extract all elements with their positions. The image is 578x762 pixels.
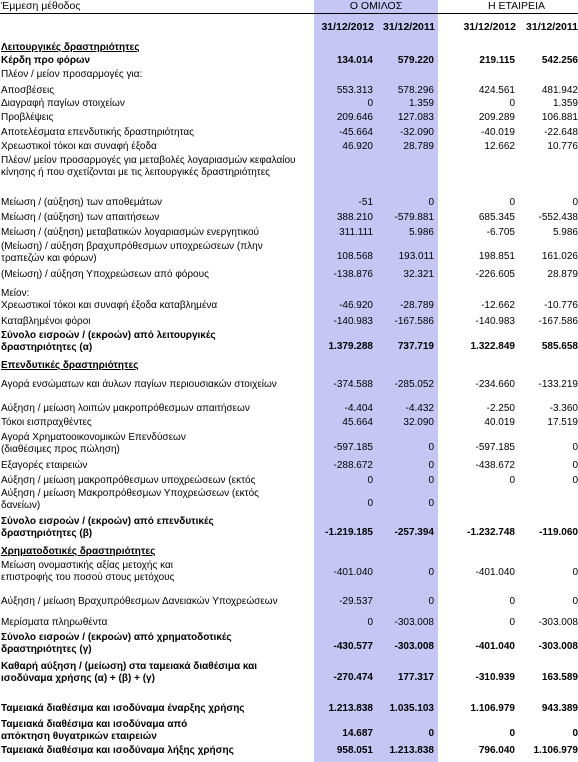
date-header-company-2012: 31/12/2012: [463, 21, 516, 33]
company-2012-value: 0: [509, 475, 515, 486]
group-2012-value: 1.213.838: [328, 703, 373, 714]
group-2011-value: 0: [428, 442, 434, 453]
row-label-text: Ταμειακά διαθέσιμα και ισοδύναμα από απόκτηση θυγατρικών εταιρειών: [1, 719, 188, 742]
group-2011-value: -285.052: [394, 379, 434, 390]
row-label-text: Πλέον/ μείον προσαρμογές για μεταβολές λογαριασμών κεφαλαίου κίνησης ή που σχετίζονται με τις λειτουργικές δραστηριότητες: [1, 155, 296, 178]
row-label: [1, 112, 306, 124]
company-2011-value: -552.438: [538, 212, 578, 223]
row-label: [1, 141, 306, 153]
row-label-text: Αύξηση / μείωση Μακροπρόθεσμων Υποχρεώσεων (εκτός δανείων): [1, 488, 259, 511]
group-2011-value: 0: [428, 197, 434, 208]
company-2012-value: -12.662: [481, 300, 515, 311]
row-label: [1, 155, 301, 179]
company-2012-value: 424.561: [478, 85, 515, 96]
company-2012-value: 209.289: [478, 112, 515, 123]
row-label: [1, 288, 306, 300]
company-2011-value: 0: [572, 442, 578, 453]
row-label: [1, 241, 291, 265]
row-label: [1, 432, 221, 456]
group-2012-value: -288.672: [333, 460, 373, 471]
group-2011-value: 0: [428, 498, 434, 509]
company-2012-value: 219.115: [479, 55, 515, 66]
section-heading: [1, 360, 306, 372]
row-label-text: Αύξηση / μείωση Βραχυπρόθεσμων Δανειακών Υποχρεώσεων: [1, 596, 278, 607]
group-2012-value: -51: [358, 197, 373, 208]
company-2012-value: -438.672: [475, 460, 515, 471]
row-label: [1, 516, 251, 540]
row-label-text: Χρεωστικοί τόκοι και συναφή έξοδα καταβλημένα: [1, 300, 218, 311]
row-label-text: Μερίσματα πληρωθέντα: [1, 617, 108, 628]
row-label-text: Κέρδη προ φόρων: [1, 55, 91, 66]
group-2011-value: 177.317: [397, 672, 434, 683]
company-2011-value: 17.519: [547, 417, 578, 428]
group-2011-value: 737.719: [397, 341, 434, 352]
row-label-text: Μείωση / (αύξηση) των αποθεμάτων: [1, 197, 163, 208]
row-label: [1, 212, 306, 224]
row-label-text: Μείωση ονομαστικής αξίας μετοχής και επιστροφής του ποσού στους μετόχους: [1, 560, 175, 583]
company-2012-value: 1.106.979: [470, 703, 515, 714]
row-label: [1, 316, 306, 328]
company-2012-value: -40.019: [481, 127, 515, 138]
row-label-text: Τόκοι εισπραχθέντες: [1, 417, 92, 428]
row-label: [1, 227, 306, 239]
row-label: [1, 98, 306, 110]
row-label-text: (Μείωση) / αύξηση Υποχρεώσεων από φόρους: [1, 269, 209, 280]
company-2011-value: -22.648: [544, 127, 578, 138]
company-2011-value: -303.008: [538, 641, 578, 652]
row-label: [1, 403, 306, 415]
group-2011-value: -579.881: [394, 212, 434, 223]
row-label: [1, 379, 306, 391]
company-2012-value: 40.019: [484, 417, 515, 428]
row-label-text: Μείωση / (αύξηση) μεταβατικών λογαριασμών ενεργητικού: [1, 227, 259, 238]
group-2012-value: 14.687: [342, 728, 373, 739]
company-2012-value: 0: [509, 98, 515, 109]
row-label: [1, 269, 306, 281]
group-2012-value: -138.876: [333, 269, 373, 280]
company-2011-value: -3.360: [549, 403, 578, 414]
row-label: [1, 703, 306, 715]
date-header-group-2011: 31/12/2011: [383, 21, 435, 33]
row-label-text: Ταμειακά διαθέσιμα και ισοδύναμα έναρξης χρήσης: [1, 703, 245, 714]
company-2011-value: -119.060: [539, 527, 578, 538]
row-label: [1, 596, 306, 608]
row-label: [1, 85, 306, 97]
company-2012-value: -597.185: [475, 442, 515, 453]
row-label-text: Χρεωστικοί τόκοι και συναφή έξοδα: [1, 141, 157, 152]
company-header: Η ΕΤΑΙΡΕΙΑ: [488, 0, 545, 12]
company-2012-value: -6.705: [486, 227, 515, 238]
group-2011-value: 127.083: [397, 112, 434, 123]
row-label: [1, 69, 306, 81]
group-2011-value: 1.035.103: [389, 703, 434, 714]
row-label-text: Αύξηση / μείωση μακροπρόθεσμων υποχρεώσεων (εκτός: [1, 475, 256, 486]
row-label-text: Σύνολο εισροών / (εκροών) από χρηματοδοτικές δραστηριότητες (γ): [1, 632, 232, 655]
row-label: [1, 330, 251, 354]
group-2012-value: -597.185: [333, 442, 373, 453]
group-2011-value: -303.008: [394, 641, 434, 652]
row-label: [1, 632, 271, 656]
group-2012-value: 0: [367, 617, 373, 628]
company-2012-value: 0: [509, 596, 515, 607]
group-2012-value: 0: [367, 498, 373, 509]
row-label-text: Επενδυτικές δραστηριότητες: [1, 360, 139, 371]
company-2012-value: -140.983: [475, 316, 515, 327]
group-2012-value: 209.646: [336, 112, 373, 123]
company-2012-value: -234.660: [475, 379, 515, 390]
group-2012-value: 134.014: [336, 55, 373, 66]
group-2012-value: -29.537: [339, 596, 373, 607]
company-2012-value: 796.040: [478, 745, 515, 756]
section-heading: [1, 546, 306, 558]
group-2012-value: 46.920: [342, 141, 373, 152]
date-header-company-2011: 31/12/2011: [526, 21, 578, 33]
row-label-text: Σύνολο εισροών / (εκροών) από επενδυτικές δραστηριότητες (β): [1, 516, 214, 539]
group-2011-value: 0: [428, 728, 434, 739]
row-label: [1, 661, 301, 685]
company-2012-value: 12.662: [484, 141, 515, 152]
group-2012-value: 553.313: [336, 85, 373, 96]
group-2012-value: -374.588: [333, 379, 373, 390]
company-2011-value: -10.776: [544, 300, 578, 311]
company-2012-value: 0: [509, 617, 515, 628]
row-label-text: (Μείωση) / αύξηση βραχυπρόθεσμων υποχρεώσεων (πλην τραπεζών και φόρων): [1, 241, 263, 264]
group-2012-value: 108.568: [336, 251, 373, 262]
group-2012-value: 0: [367, 475, 373, 486]
group-2012-value: 1.379.288: [328, 341, 373, 352]
row-label-text: Αγορά ενσώματων και άυλων παγίων περιουσιακών στοιχείων: [1, 379, 277, 390]
row-label-text: Αποτελέσματα επενδυτικής δραστηριότητας: [1, 127, 194, 138]
group-2012-value: -270.474: [333, 672, 373, 683]
group-2011-value: -28.789: [400, 300, 434, 311]
company-2012-value: 685.345: [478, 212, 515, 223]
row-label: [1, 300, 306, 312]
company-2011-value: 0: [572, 728, 578, 739]
group-2011-value: -4.432: [405, 403, 434, 414]
row-label-text: Αποσβέσεις: [1, 85, 55, 96]
company-2012-value: -401.040: [475, 641, 515, 652]
row-label: [1, 417, 306, 429]
row-label: [1, 719, 231, 743]
group-2011-value: -32.090: [400, 127, 434, 138]
company-2011-value: 1.106.979: [533, 745, 578, 756]
row-label: [1, 617, 306, 629]
company-2012-value: 0: [509, 197, 515, 208]
company-2011-value: 161.026: [541, 251, 578, 262]
row-label-text: Αύξηση / μείωση λοιπών μακροπρόθεσμων απαιτήσεων: [1, 403, 250, 414]
group-2011-value: -303.008: [394, 617, 434, 628]
row-label: [1, 560, 201, 584]
row-label: [1, 127, 306, 139]
company-2011-value: 28.879: [547, 269, 578, 280]
group-2012-value: 45.664: [342, 417, 373, 428]
company-2011-value: 106.881: [541, 112, 578, 123]
method-title: Έμμεση μέθοδος: [1, 0, 81, 12]
row-label: [1, 475, 291, 487]
row-label-text: Ταμειακά διαθέσιμα και ισοδύναμα λήξης χρήσης: [1, 745, 234, 756]
group-2011-value: 0: [428, 475, 434, 486]
company-2011-value: 0: [572, 460, 578, 471]
row-label-text: Σύνολο εισροών / (εκροών) από λειτουργικές δραστηριότητες (α): [1, 330, 216, 353]
group-2012-value: 958.051: [336, 745, 373, 756]
group-2012-value: -140.983: [333, 316, 373, 327]
company-2011-value: 542.256: [541, 55, 578, 66]
group-2011-value: 28.789: [403, 141, 434, 152]
company-2011-value: 943.389: [541, 703, 578, 714]
company-2011-value: 163.589: [541, 672, 578, 683]
group-2011-value: -167.586: [394, 316, 434, 327]
group-2011-value: 578.296: [397, 85, 434, 96]
row-label-text: Καταβλημένοι φόροι: [1, 316, 91, 327]
company-2011-value: 10.776: [547, 141, 578, 152]
company-2011-value: 5.986: [552, 227, 578, 238]
group-2012-value: -1.219.185: [325, 527, 373, 538]
company-2011-value: 481.942: [541, 85, 578, 96]
row-label-text: Διαγραφή παγίων στοιχείων: [1, 98, 125, 109]
group-2011-value: 5.986: [408, 227, 434, 238]
row-label-text: Μείον:: [1, 288, 30, 299]
group-2012-value: 388.210: [336, 212, 373, 223]
company-2011-value: 0: [572, 475, 578, 486]
row-label: [1, 197, 306, 209]
section-heading: [1, 42, 306, 54]
company-2011-value: -167.586: [538, 316, 578, 327]
group-2012-value: -401.040: [333, 567, 373, 578]
company-2011-value: -303.008: [538, 617, 578, 628]
row-label-text: Λειτουργικές δραστηριότητες: [1, 42, 140, 53]
group-2012-value: 0: [367, 98, 373, 109]
row-label-text: Προβλέψεις: [1, 112, 54, 123]
group-2011-value: 579.220: [397, 55, 434, 66]
row-label: [1, 488, 291, 512]
company-2011-value: 0: [572, 567, 578, 578]
row-label: [1, 745, 306, 757]
header-rule: [0, 13, 578, 14]
group-2011-value: 0: [428, 596, 434, 607]
group-2012-value: -46.920: [339, 300, 373, 311]
group-2012-value: -45.664: [339, 127, 373, 138]
group-2011-value: 0: [428, 567, 434, 578]
company-2011-value: -133.219: [538, 379, 578, 390]
company-2012-value: -310.939: [475, 672, 515, 683]
row-label: [1, 460, 306, 472]
company-2011-value: 585.658: [541, 341, 578, 352]
group-2011-value: 1.213.838: [389, 745, 434, 756]
row-label-text: Αγορά Χρηματοοικονομικών Επενδύσεων (διαθέσιμες προς πώληση): [1, 432, 186, 455]
row-label: [1, 55, 306, 67]
group-header: Ο ΟΜΙΛΟΣ: [349, 0, 403, 12]
row-label-text: Πλέον / μείον προσαρμογές για:: [1, 69, 143, 80]
group-2011-value: 32.321: [403, 269, 434, 280]
company-2012-value: 0: [509, 728, 515, 739]
group-2011-value: 193.011: [398, 251, 434, 262]
date-header-group-2012: 31/12/2012: [321, 21, 374, 33]
company-2012-value: -2.250: [486, 403, 515, 414]
group-2011-value: 0: [428, 460, 434, 471]
group-2012-value: 311.111: [339, 227, 373, 238]
company-2011-value: 0: [572, 197, 578, 208]
group-2012-value: -430.577: [333, 641, 373, 652]
group-2011-value: 1.359: [408, 98, 434, 109]
company-2012-value: -401.040: [475, 567, 515, 578]
company-2011-value: 0: [572, 596, 578, 607]
row-label-text: Εξαγορές εταιρειών: [1, 460, 88, 471]
company-2012-value: 198.851: [478, 251, 515, 262]
company-2012-value: -226.605: [475, 269, 515, 280]
row-label-text: Μείωση / (αύξηση) των απαιτήσεων: [1, 212, 160, 223]
row-label-text: Χρηματοδοτικές δραστηριότητες: [1, 546, 156, 557]
group-2012-value: -4.404: [344, 403, 373, 414]
group-2011-value: 32.090: [403, 417, 434, 428]
row-label-text: Καθαρή αύξηση / (μείωση) στα ταμειακά διαθέσιμα και ισοδύναμα χρήσης (α) + (β) + (γ): [1, 661, 258, 684]
company-2011-value: 1.359: [552, 98, 578, 109]
company-2012-value: 1.322.849: [470, 341, 515, 352]
company-2012-value: -1.232.748: [467, 527, 515, 538]
group-2011-value: -257.394: [394, 527, 434, 538]
